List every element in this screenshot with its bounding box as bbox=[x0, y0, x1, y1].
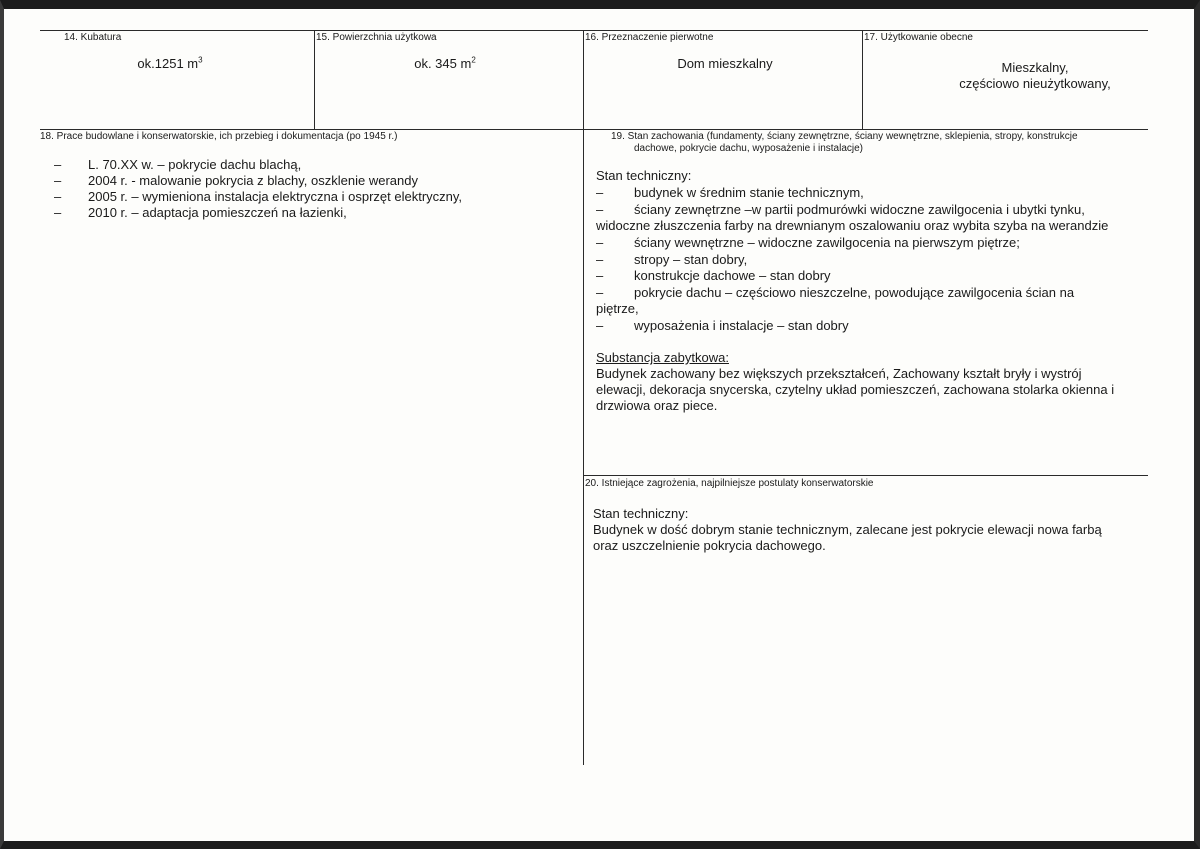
list-dash: – bbox=[596, 252, 604, 267]
field-20-heading: Stan techniczny: bbox=[593, 506, 689, 521]
list-item: pokrycie dachu – częściowo nieszczelne, powodujące zawilgocenia ścian na bbox=[634, 285, 1075, 300]
field-20-label: 20. Istniejące zagrożenia, najpilniejsze postulaty konserwatorskie bbox=[585, 478, 874, 489]
section-20-rule bbox=[583, 475, 1148, 476]
list-dash: – bbox=[54, 173, 62, 188]
list-item-continuation: widoczne złuszczenia farby na drewnianym oszalowaniu oraz wybita szyba na werandzie bbox=[596, 218, 1109, 233]
field-15-value-text: ok. 345 m bbox=[414, 56, 472, 71]
substance-line: Budynek zachowany bez większych przekształceń, Zachowany kształt bryły i wystrój bbox=[596, 366, 1082, 381]
substance-line: drzwiowa oraz piece. bbox=[596, 398, 718, 413]
substance-line: elewacji, dekoracja snycerska, czytelny układ pomieszczeń, zachowana stolarka okienna i bbox=[596, 382, 1115, 397]
mid-rule bbox=[40, 129, 1148, 130]
divider-16-17 bbox=[862, 30, 863, 129]
divider-15-16 bbox=[583, 30, 584, 129]
list-item-continuation: piętrze, bbox=[596, 301, 639, 316]
field-18-label: 18. Prace budowlane i konserwatorskie, ich przebieg i dokumentacja (po 1945 r.) bbox=[40, 131, 398, 142]
field-14-value bbox=[110, 56, 230, 71]
field-19-label-line2: dachowe, pokrycie dachu, wyposażenie i instalacje) bbox=[634, 143, 864, 154]
field-17-label: 17. Użytkowanie obecne bbox=[864, 32, 973, 43]
field-19-heading: Stan techniczny: bbox=[596, 168, 692, 183]
divider-14-15 bbox=[314, 30, 315, 129]
list-item: ściany zewnętrzne –w partii podmurówki widoczne zawilgocenia i ubytki tynku, bbox=[634, 202, 1085, 217]
top-rule bbox=[40, 30, 1148, 31]
list-item: stropy – stan dobry, bbox=[634, 252, 748, 267]
list-item: ściany wewnętrzne – widoczne zawilgocenia na pierwszym piętrze; bbox=[634, 235, 1020, 250]
list-item: 2010 r. – adaptacja pomieszczeń na łazienki, bbox=[88, 205, 347, 220]
list-dash: – bbox=[54, 157, 62, 172]
list-item: L. 70.XX w. – pokrycie dachu blachą, bbox=[88, 157, 302, 172]
list-item: 2004 r. - malowanie pokrycia z blachy, oszklenie werandy bbox=[88, 173, 418, 188]
field-14-label: 14. Kubatura bbox=[64, 32, 122, 43]
divider-18-19 bbox=[583, 129, 584, 765]
field-17-value-line2: częściowo nieużytkowany, bbox=[959, 76, 1111, 91]
field-15-superscript: 2 bbox=[471, 55, 476, 65]
field-15-value bbox=[380, 56, 510, 71]
list-dash: – bbox=[596, 235, 604, 250]
list-item: budynek w średnim stanie technicznym, bbox=[634, 185, 864, 200]
field-16-value: Dom mieszkalny bbox=[677, 56, 773, 71]
list-dash: – bbox=[596, 318, 604, 333]
list-dash: – bbox=[54, 189, 62, 204]
field-17-value-line1: Mieszkalny, bbox=[1001, 60, 1069, 75]
list-dash: – bbox=[596, 185, 604, 200]
field-20-line: Budynek w dość dobrym stanie technicznym, zalecane jest pokrycie elewacji nowa farbą bbox=[593, 522, 1102, 537]
field-16-label: 16. Przeznaczenie pierwotne bbox=[585, 32, 714, 43]
field-19-label-line1: 19. Stan zachowania (fundamenty, ściany zewnętrzne, ściany wewnętrzne, sklepienia, stropy, konstrukcje bbox=[611, 131, 1078, 142]
list-dash: – bbox=[54, 205, 62, 220]
list-item: 2005 r. – wymieniona instalacja elektryczna i osprzęt elektryczny, bbox=[88, 189, 463, 204]
field-14-superscript: 3 bbox=[198, 55, 203, 65]
list-dash: – bbox=[596, 285, 604, 300]
field-15-label: 15. Powierzchnia użytkowa bbox=[316, 32, 437, 43]
field-14-value-text: ok.1251 m bbox=[137, 56, 199, 71]
list-dash: – bbox=[596, 202, 604, 217]
field-20-line: oraz uszczelnienie pokrycia dachowego. bbox=[593, 538, 826, 553]
list-dash: – bbox=[596, 268, 604, 283]
list-item: wyposażenia i instalacje – stan dobry bbox=[634, 318, 849, 333]
list-item: konstrukcje dachowe – stan dobry bbox=[634, 268, 831, 283]
substance-heading: Substancja zabytkowa: bbox=[596, 350, 729, 365]
